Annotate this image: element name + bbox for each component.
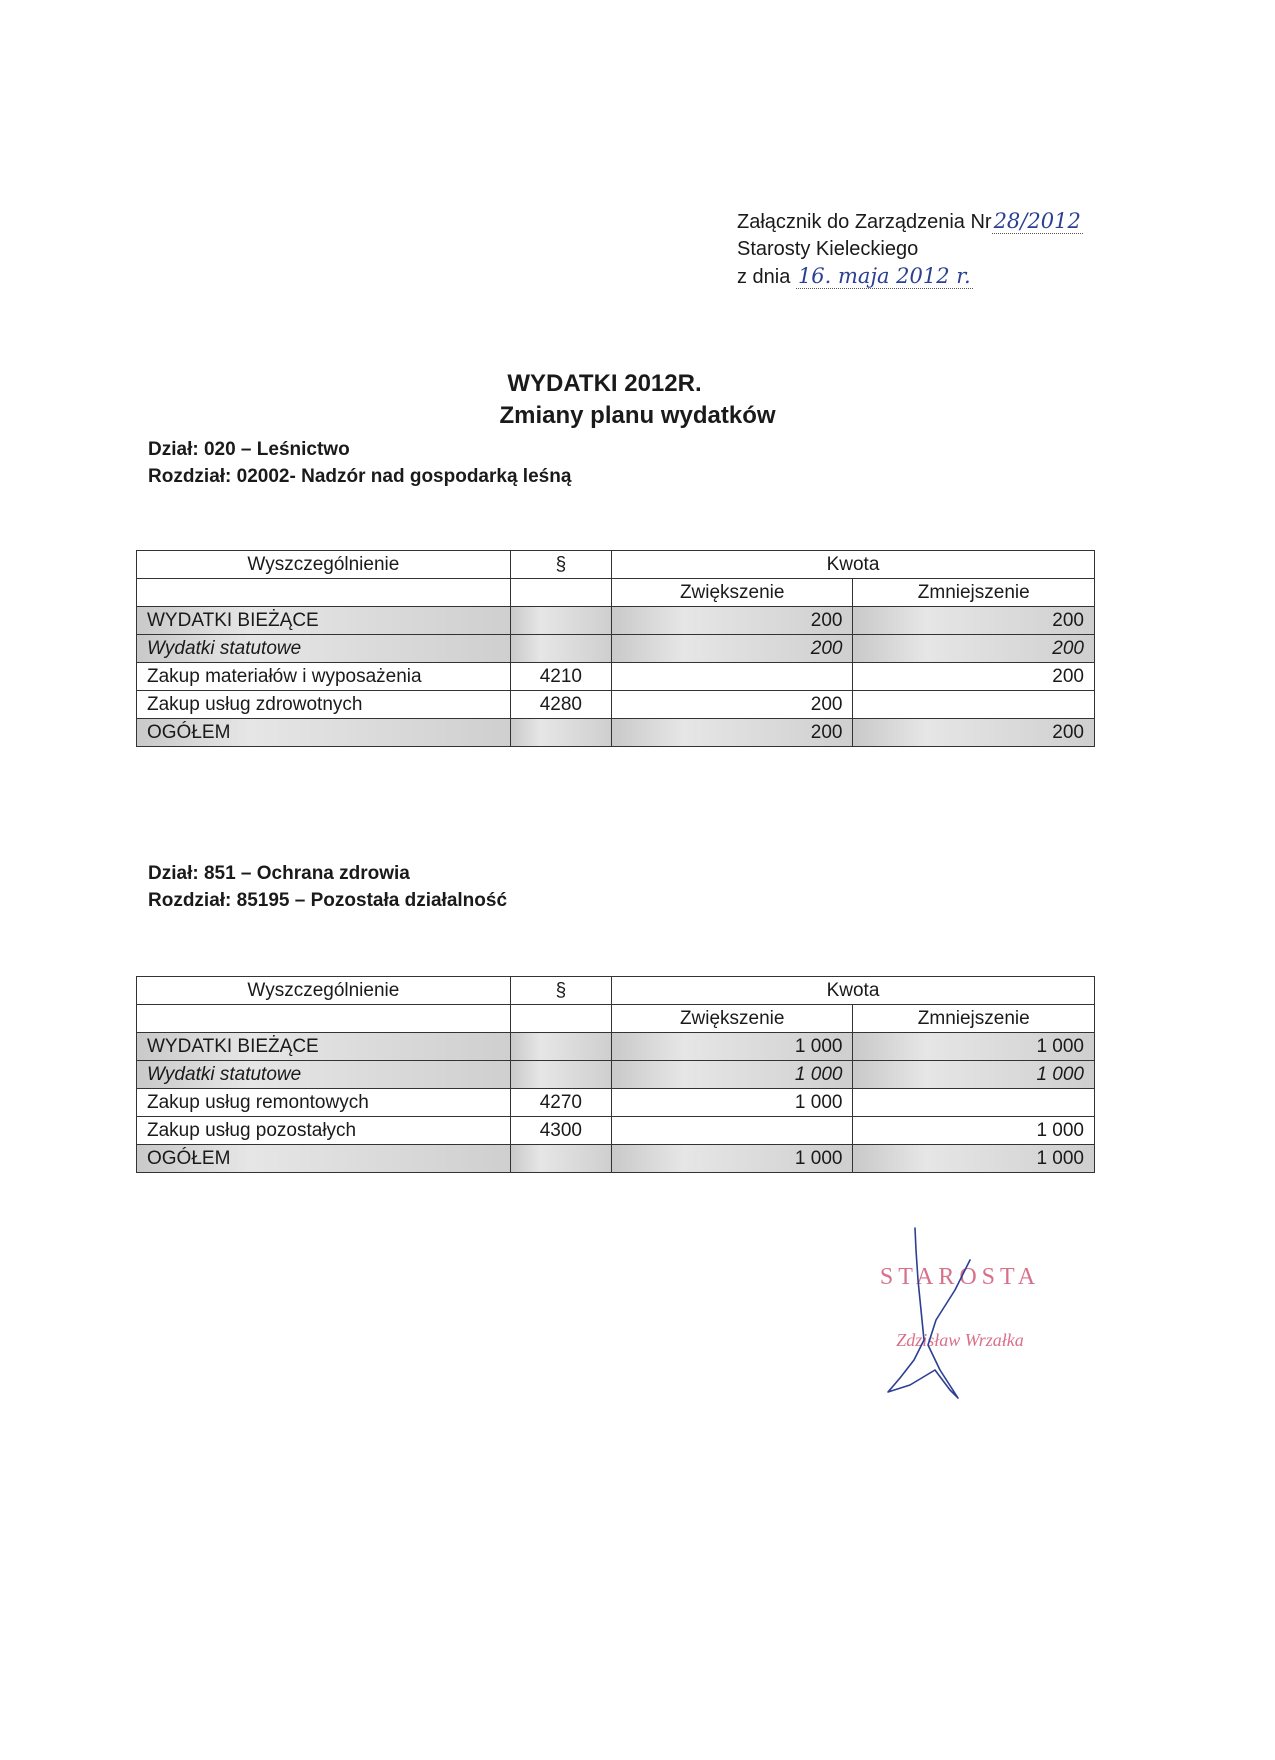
section1-dzial: Dział: 020 – Leśnictwo — [148, 439, 350, 460]
table-subheader-row — [137, 1005, 1095, 1033]
section2-heading — [148, 860, 507, 914]
row-increase: 1 000 — [611, 1061, 853, 1089]
section2-rozdzial: Rozdział: 85195 – Pozostała działalność — [148, 890, 508, 911]
row-decrease: 1 000 — [853, 1033, 1095, 1061]
handwritten-order-number: 28/2012 — [993, 209, 1081, 233]
row-decrease — [853, 691, 1095, 719]
row-name: OGÓŁEM — [137, 1145, 511, 1173]
col-header-paragraph: § — [510, 551, 611, 579]
row-decrease: 200 — [853, 663, 1095, 691]
section1-heading — [148, 436, 571, 490]
table-row — [137, 691, 1095, 719]
document-titles — [0, 368, 1275, 432]
header-order-label: Załącznik do Zarządzenia Nr — [737, 211, 992, 233]
row-name: OGÓŁEM — [137, 719, 511, 747]
row-increase: 1 000 — [611, 1145, 853, 1173]
table-row — [137, 1033, 1095, 1061]
col-header-increase: Zwiększenie — [611, 1005, 853, 1033]
col-header-increase: Zwiększenie — [611, 579, 853, 607]
table-row — [137, 1117, 1095, 1145]
row-increase: 200 — [611, 719, 853, 747]
col-header-description: Wyszczególnienie — [137, 551, 511, 579]
row-decrease: 1 000 — [853, 1145, 1095, 1173]
row-name: Zakup materiałów i wyposażenia — [137, 663, 511, 691]
row-paragraph — [510, 1033, 611, 1061]
stamp-name: Zdzisław Wrzałka — [896, 1330, 1024, 1350]
row-paragraph: 4270 — [510, 1089, 611, 1117]
row-paragraph: 4210 — [510, 663, 611, 691]
row-decrease: 200 — [853, 635, 1095, 663]
col-header-decrease: Zmniejszenie — [853, 1005, 1095, 1033]
section2-table — [136, 976, 1095, 1173]
row-paragraph — [510, 607, 611, 635]
col-header-amount: Kwota — [611, 977, 1094, 1005]
row-name: Zakup usług pozostałych — [137, 1117, 511, 1145]
row-paragraph — [510, 1061, 611, 1089]
blank-cell — [137, 579, 511, 607]
table-subheader-row — [137, 579, 1095, 607]
row-increase: 1 000 — [611, 1089, 853, 1117]
row-decrease — [853, 1089, 1095, 1117]
sub-title: Zmiany planu wydatków — [499, 402, 776, 429]
header-line-authority: Starosty Kieleckiego — [737, 238, 919, 260]
handwritten-signature — [840, 1220, 1080, 1410]
row-decrease: 200 — [853, 607, 1095, 635]
row-increase — [611, 1117, 853, 1145]
row-decrease: 1 000 — [853, 1061, 1095, 1089]
stamp-title: STAROSTA — [879, 1264, 1041, 1290]
section1-table — [136, 550, 1095, 747]
header-date-label: z dnia — [737, 266, 791, 288]
handwritten-date: 16. maja 2012 r. — [797, 264, 971, 288]
table-row — [137, 1089, 1095, 1117]
row-decrease: 200 — [853, 719, 1095, 747]
row-increase: 1 000 — [611, 1033, 853, 1061]
section2-dzial: Dział: 851 – Ochrana zdrowia — [148, 863, 410, 884]
table-row — [137, 663, 1095, 691]
row-name: Zakup usług remontowych — [137, 1089, 511, 1117]
row-name: Wydatki statutowe — [137, 635, 511, 663]
row-name: Zakup usług zdrowotnych — [137, 691, 511, 719]
row-decrease: 1 000 — [853, 1117, 1095, 1145]
col-header-amount: Kwota — [611, 551, 1094, 579]
row-paragraph — [510, 635, 611, 663]
header-line-order — [737, 208, 1083, 236]
row-name: Wydatki statutowe — [137, 1061, 511, 1089]
blank-cell — [510, 1005, 611, 1033]
row-name: WYDATKI BIEŻĄCE — [137, 1033, 511, 1061]
table-row — [137, 1061, 1095, 1089]
table-row — [137, 635, 1095, 663]
row-name: WYDATKI BIEŻĄCE — [137, 607, 511, 635]
attachment-header — [737, 208, 1083, 291]
section1-rozdzial: Rozdział: 02002- Nadzór nad gospodarką leśną — [148, 466, 572, 487]
row-paragraph — [510, 719, 611, 747]
table-header-row — [137, 977, 1095, 1005]
col-header-decrease: Zmniejszenie — [853, 579, 1095, 607]
table-row-total — [137, 1145, 1095, 1173]
row-increase: 200 — [611, 607, 853, 635]
row-increase: 200 — [611, 635, 853, 663]
col-header-description: Wyszczególnienie — [137, 977, 511, 1005]
main-title: WYDATKI 2012R. — [507, 370, 702, 397]
blank-cell — [510, 579, 611, 607]
official-stamp — [840, 1220, 1080, 1410]
row-increase — [611, 663, 853, 691]
table-header-row — [137, 551, 1095, 579]
row-paragraph: 4280 — [510, 691, 611, 719]
row-increase: 200 — [611, 691, 853, 719]
header-line-date — [737, 263, 1083, 291]
table-row-total — [137, 719, 1095, 747]
blank-cell — [137, 1005, 511, 1033]
col-header-paragraph: § — [510, 977, 611, 1005]
table-row — [137, 607, 1095, 635]
row-paragraph: 4300 — [510, 1117, 611, 1145]
row-paragraph — [510, 1145, 611, 1173]
